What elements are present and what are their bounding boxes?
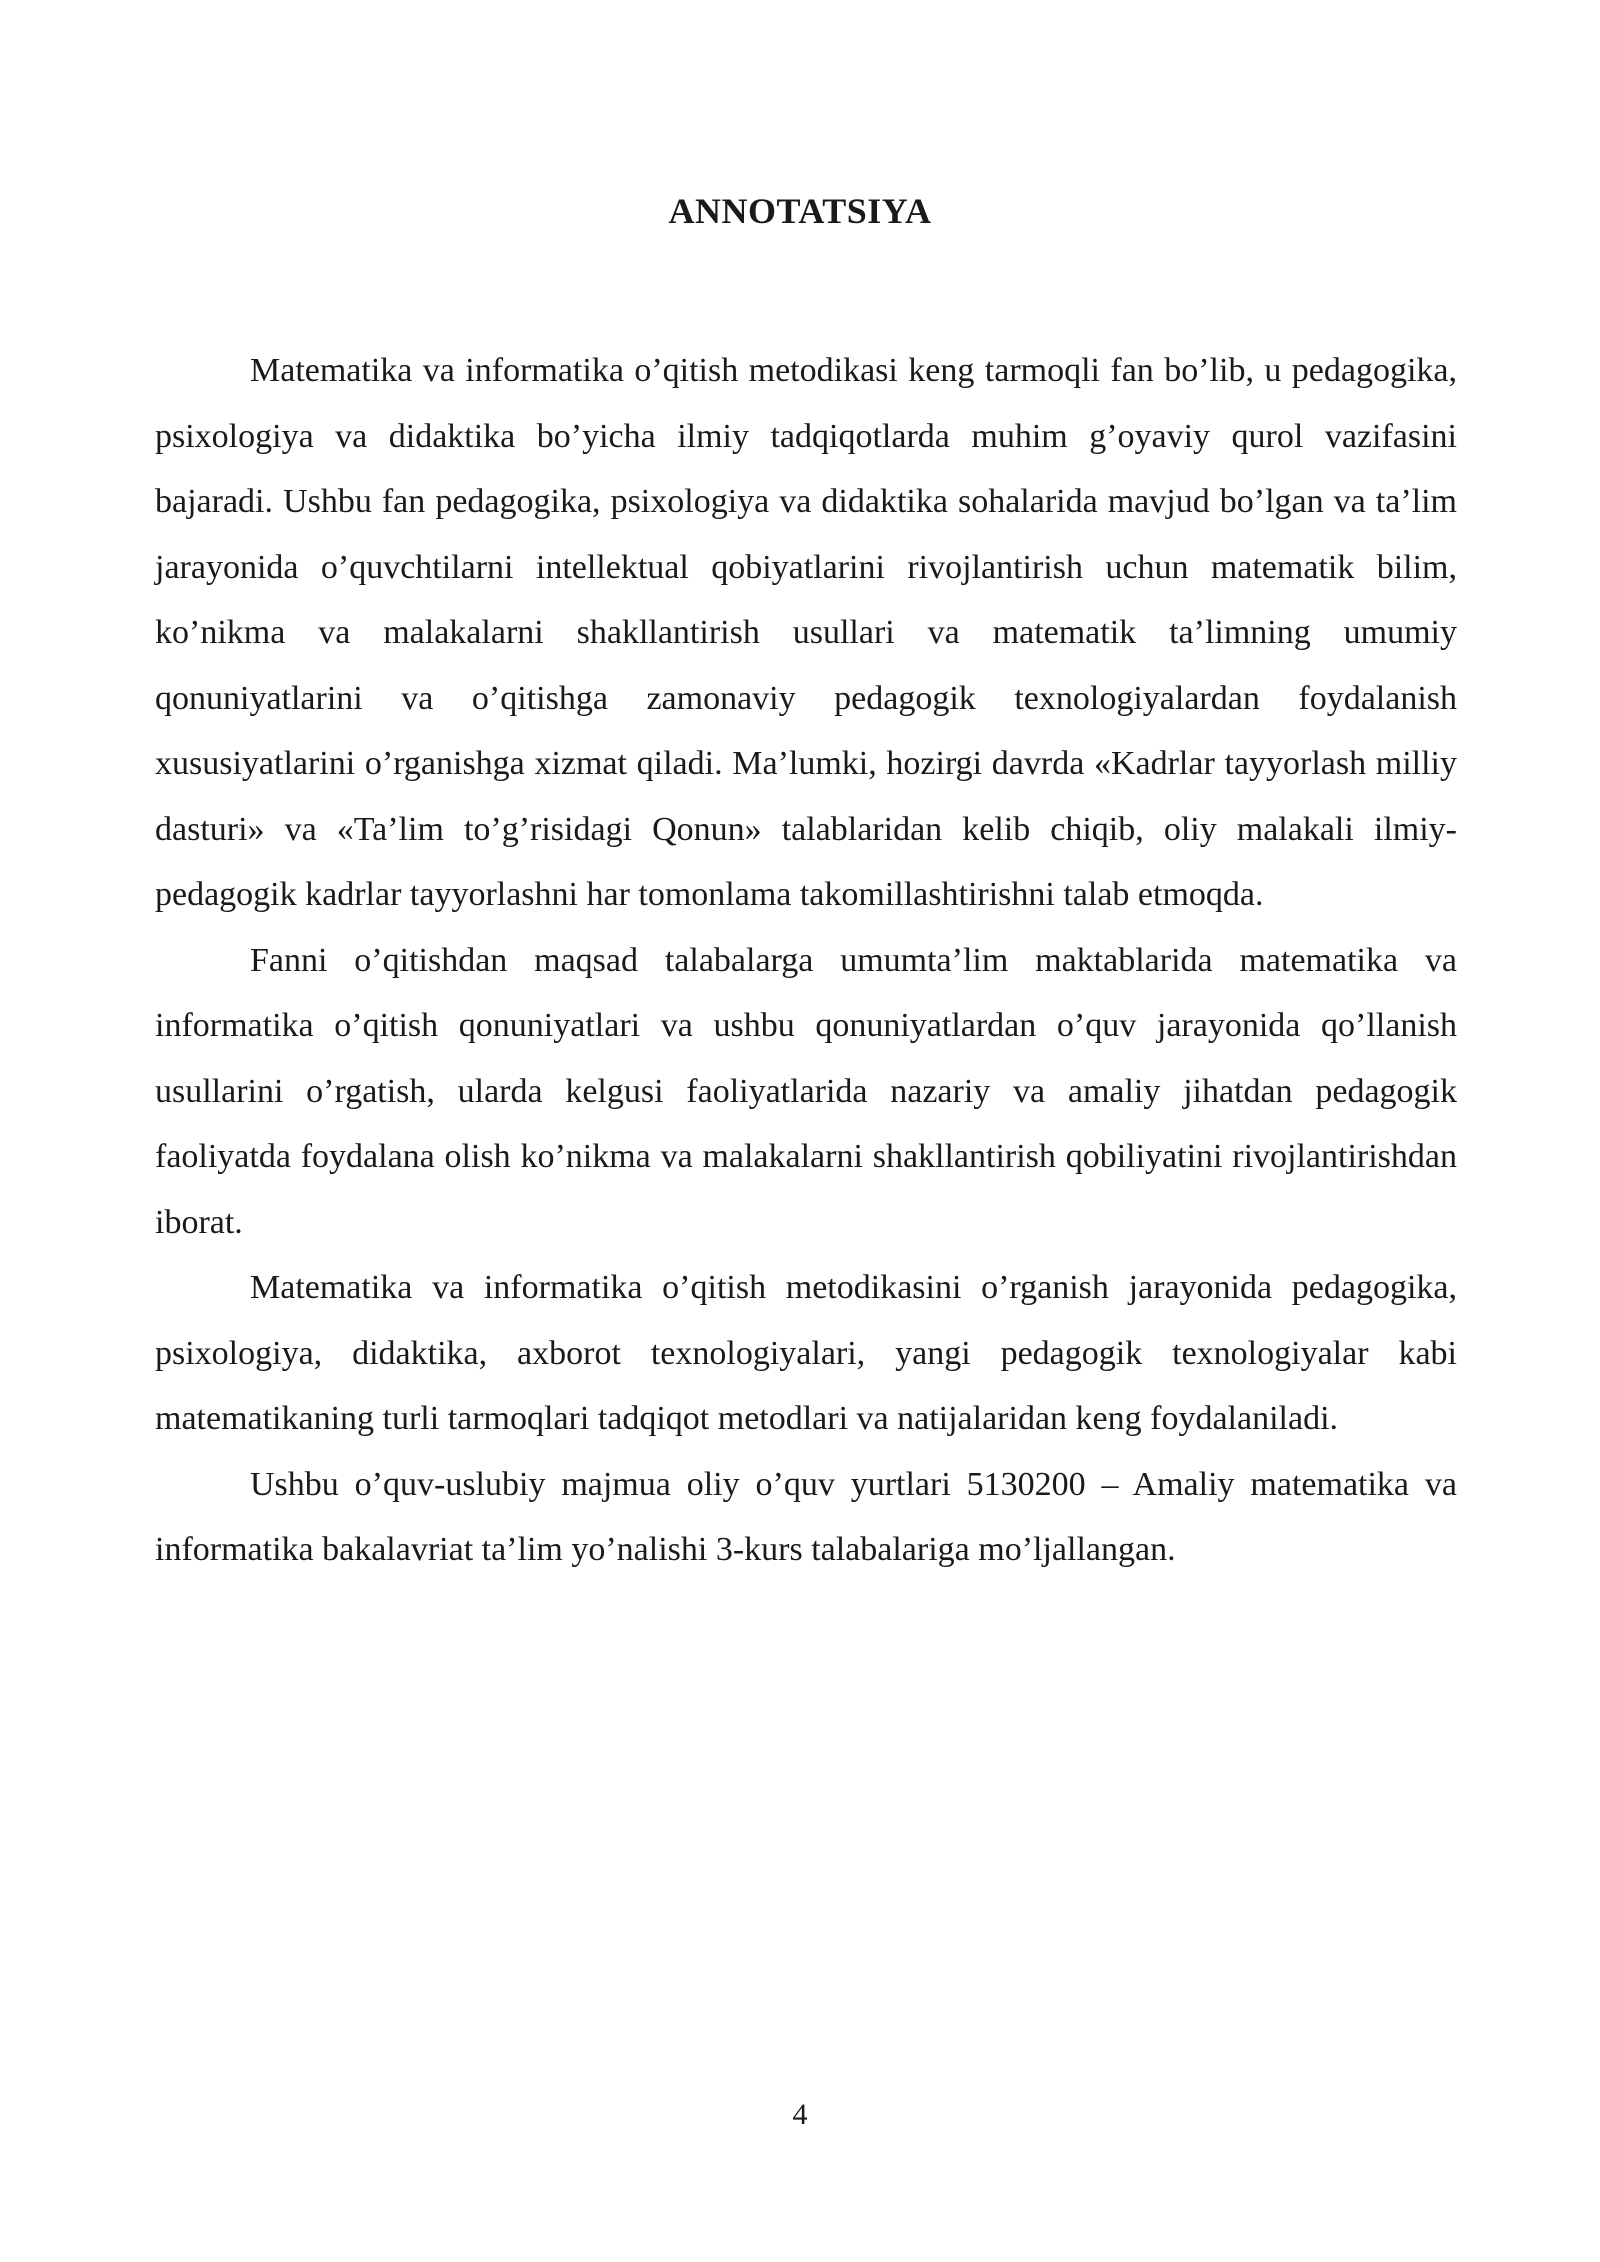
page-number: 4 — [792, 2098, 808, 2131]
paragraph-4: Ushbu o’quv-uslubiy majmua oliy o’quv yurtlari 5130200 – Amaliy matematika va informatika bakalavriat ta’lim yo’nalishi 3-kurs talabalariga mo’ljallangan. — [155, 1465, 1457, 1568]
document-body — [155, 338, 1457, 1583]
paragraph-1: Matematika va informatika o’qitish metodikasi keng tarmoqli fan bo’lib, u pedagogika, psixologiya va didaktika bo’yicha ilmiy tadqiqotlarda muhim g’oyaviy qurol vazifasini bajaradi. Ushbu fan pedagogika, psixologiya va didaktika sohalarida mavjud bo’lgan va ta’lim jarayonida o’quvchtilarni intellektual qobiyatlarini rivojlantirish uchun matematik bilim, ko’nikma va malakalarni shakllantirish usullari va matematik ta’limning umumiy qonuniyatlarini va o’qitishga zamonaviy pedagogik texnologiyalardan foydalanish xususiyatlarini o’rganishga xizmat qiladi. Ma’lumki, hozirgi davrda «Kadrlar tayyorlash milliy dasturi» va «Ta’lim to’g’risidagi Qonun» talablaridan kelib chiqib, oliy malakali ilmiy-pedagogik kadrlar tayyorlashni har tomonlama takomillashtirishni talab etmoqda. — [155, 352, 1457, 913]
paragraph-2: Fanni o’qitishdan maqsad talabalarga umumta’lim maktablarida matematika va informatika o’qitish qonuniyatlari va ushbu qonuniyatlardan o’quv jarayonida qo’llanish usullarini o’rgatish, ularda kelgusi faoliyatlarida nazariy va amaliy jihatdan pedagogik faoliyatda foydalana olish ko’nikma va malakalarni shakllantirish qobiliyatini rivojlantirishdan iborat. — [155, 941, 1457, 1241]
paragraph-3: Matematika va informatika o’qitish metodikasini o’rganish jarayonida pedagogika, psixologiya, didaktika, axborot texnologiyalari, yangi pedagogik texnologiyalar kabi matematikaning turli tarmoqlari tadqiqot metodlari va natijalaridan keng foydalaniladi. — [155, 1269, 1457, 1437]
document-title: ANNOTATSIYA — [668, 191, 932, 231]
